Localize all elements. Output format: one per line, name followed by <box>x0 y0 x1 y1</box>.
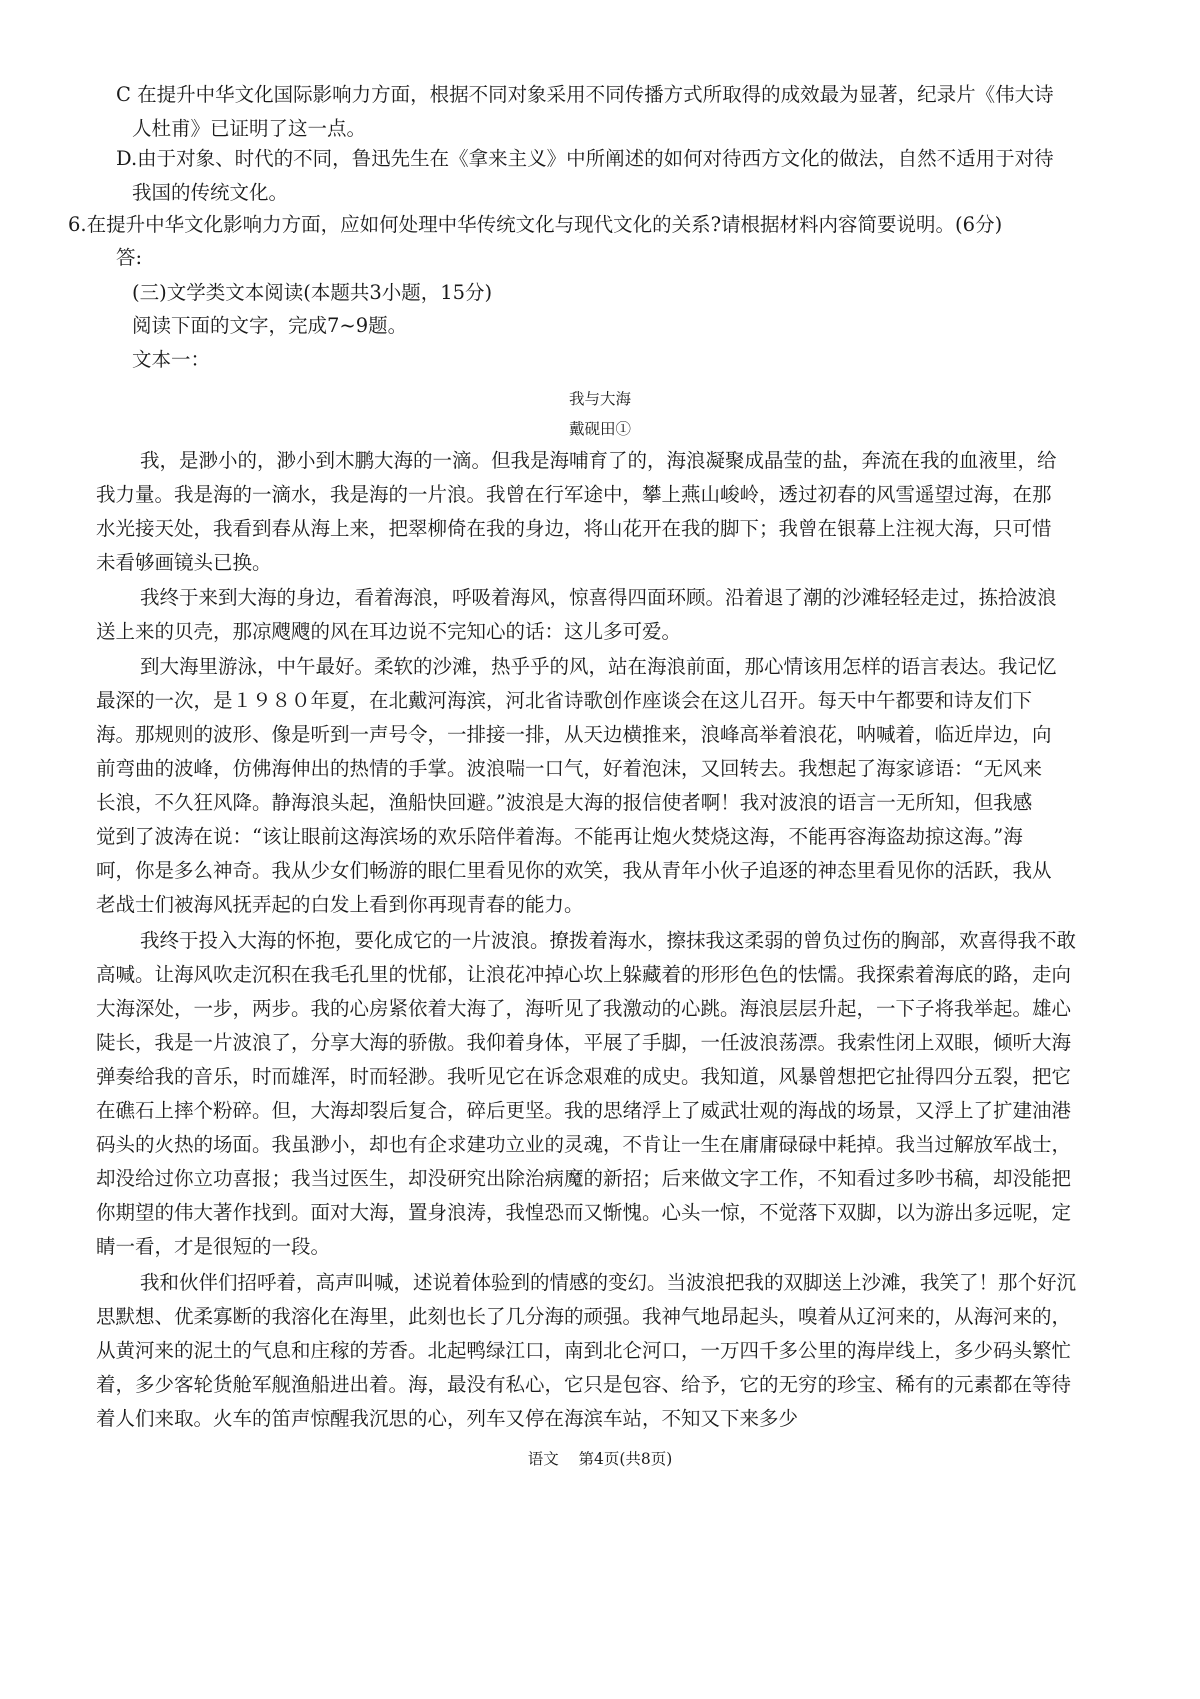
paragraph-line: 呵，你是多么神奇。我从少女们畅游的眼仁里看见你的欢笑，我从青年小伙子追逐的神态里看见你的活跃，我从 <box>96 859 1052 882</box>
page-footer <box>0 1444 1200 1474</box>
section-heading: (三)文学类文本阅读(本题共3小题，15分) <box>132 281 493 304</box>
paragraph-line: 到大海里游泳，中午最好。柔软的沙滩，热乎乎的风，站在海浪前面，那心情该用怎样的语言表达。我记忆 <box>140 655 1057 678</box>
paragraph-line: 我，是渺小的，渺小到木鹏大海的一滴。但我是海哺育了的，海浪凝聚成晶莹的盐，奔流在我的血液里，给 <box>140 449 1057 472</box>
option-d-line-2: 我国的传统文化。 <box>132 181 289 204</box>
paragraph-line: 码头的火热的场面。我虽渺小，却也有企求建功立业的灵魂，不肯让一生在庸庸碌碌中耗掉。我当过解放军战士， <box>96 1133 1072 1156</box>
paragraph-line: 陡长，我是一片波浪了，分享大海的骄傲。我仰着身体，平展了手脚，一任波浪荡漂。我索性闭上双眼，倾听大海 <box>96 1031 1072 1054</box>
paragraph-line: 觉到了波涛在说：“该让眼前这海滨场的欢乐陪伴着海。不能再让炮火焚烧这海，不能再容海盗劫掠这海。”海 <box>96 825 1023 848</box>
paragraph-line: 在礁石上摔个粉碎。但，大海却裂后复合，碎后更坚。我的思绪浮上了威武壮观的海战的场景，又浮上了扩建油港 <box>96 1099 1072 1122</box>
paragraph-line: 未看够画镜头已换。 <box>96 551 272 574</box>
paragraph-line: 最深的一次，是１９８０年夏，在北戴河海滨，河北省诗歌创作座谈会在这儿召开。每天中午都要和诗友们下 <box>96 689 1033 712</box>
paragraph-line: 睛一看，才是很短的一段。 <box>96 1235 331 1258</box>
article-author: 戴砚田① <box>568 420 631 438</box>
paragraph-line: 水光接天处，我看到春从海上来，把翠柳倚在我的身边，将山花开在我的脚下；我曾在银幕上注视大海，只可惜 <box>96 517 1052 540</box>
paragraph-line: 着人们来取。火车的笛声惊醒我沉思的心，列车又停在海滨车站，不知又下来多少 <box>96 1407 799 1430</box>
option-d-line-1: D.由于对象、时代的不同，鲁迅先生在《拿来主义》中所阐述的如何对待西方文化的做法，自然不适用于对待 <box>116 147 1054 170</box>
footer-page-number: 第4页(共8页) <box>578 1450 673 1468</box>
footer-subject: 语文 <box>527 1450 559 1468</box>
answer-label: 答: <box>116 246 143 269</box>
paragraph-line: 思默想、优柔寡断的我溶化在海里，此刻也长了几分海的顽强。我神气地昂起头，嗅着从辽河来的，从海河来的， <box>96 1305 1072 1328</box>
paragraph-line: 你期望的伟大著作找到。面对大海，置身浪涛，我惶恐而又惭愧。心头一惊，不觉落下双脚，以为游出多远呢，定 <box>96 1201 1072 1224</box>
paragraph-line: 送上来的贝壳，那凉飕飕的风在耳边说不完知心的话：这儿多可爱。 <box>96 620 682 643</box>
text-one-label: 文本一： <box>132 348 211 371</box>
option-c-line-1: C 在提升中华文化国际影响力方面，根据不同对象采用不同传播方式所取得的成效最为显著，纪录片《伟大诗 <box>116 83 1054 106</box>
paragraph-line: 却没给过你立功喜报；我当过医生，却没研究出除治病魔的新招；后来做文字工作，不知看过多吵书稿，却没能把 <box>96 1167 1072 1190</box>
paragraph-line: 弹奏给我的音乐，时而雄浑，时而轻渺。我听见它在诉念艰难的成史。我知道，风暴曾想把它扯得四分五裂，把它 <box>96 1065 1072 1088</box>
paragraph-line: 长浪，不久狂风降。静海浪头起，渔船快回避。”波浪是大海的报信使者啊！我对波浪的语言一无所知，但我感 <box>96 791 1033 814</box>
paragraph-line: 前弯曲的波峰，仿佛海伸出的热情的手掌。波浪喘一口气，好着泡沫，又回转去。我想起了海家谚语：“无风来 <box>96 757 1042 780</box>
paragraph-line: 老战士们被海风抚弄起的白发上看到你再现青春的能力。 <box>96 893 584 916</box>
paragraph-line: 我和伙伴们招呼着，高声叫喊，述说着体验到的情感的变幻。当波浪把我的双脚送上沙滩，我笑了！那个好沉 <box>140 1271 1077 1294</box>
paragraph-line: 高喊。让海风吹走沉积在我毛孔里的忧郁，让浪花冲掉心坎上躲藏着的形形色色的怯懦。我探索着海底的路，走向 <box>96 963 1072 986</box>
paragraph-line: 我终于投入大海的怀抱，要化成它的一片波浪。撩拨着海水，擦抹我这柔弱的曾负过伤的胸部，欢喜得我不敢 <box>140 929 1077 952</box>
option-c-line-2: 人杜甫》已证明了这一点。 <box>132 117 367 140</box>
paragraph-line: 着，多少客轮货舱军舰渔船进出着。海，最没有私心，它只是包容、给予，它的无穷的珍宝、稀有的元素都在等待 <box>96 1373 1072 1396</box>
paragraph-line: 我力量。我是海的一滴水，我是海的一片浪。我曾在行军途中，攀上燕山峻岭，透过初春的风雪遥望过海，在那 <box>96 483 1052 506</box>
paragraph-line: 海。那规则的波形、像是听到一声号令，一排接一排，从天边横推来，浪峰高举着浪花，呐喊着，临近岸边，向 <box>96 723 1052 746</box>
article-title: 我与大海 <box>568 390 631 408</box>
section-instruction: 阅读下面的文字，完成7~9题。 <box>132 314 408 337</box>
paragraph-line: 从黄河来的泥土的气息和庄稼的芳香。北起鸭绿江口，南到北仑河口，一万四千多公里的海岸线上，多少码头繁忙 <box>96 1339 1072 1362</box>
question-6: 6.在提升中华文化影响力方面，应如何处理中华传统文化与现代文化的关系?请根据材料内容简要说明。(6分) <box>68 213 1003 236</box>
paragraph-line: 大海深处，一步，两步。我的心房紧依着大海了，海听见了我激动的心跳。海浪层层升起，一下子将我举起。雄心 <box>96 997 1072 1020</box>
paragraph-line: 我终于来到大海的身边，看着海浪，呼吸着海风，惊喜得四面环顾。沿着退了潮的沙滩轻轻走过，拣拾波浪 <box>140 586 1057 609</box>
